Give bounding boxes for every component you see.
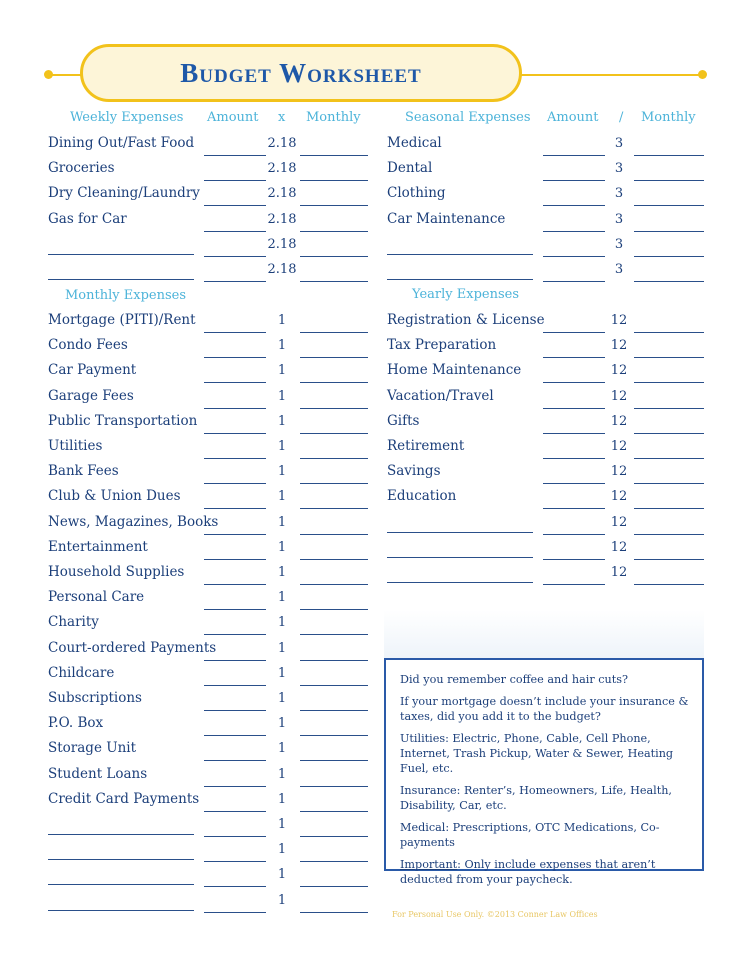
multiplier: 12	[610, 439, 628, 454]
weekly-header: Weekly Expenses	[70, 110, 184, 125]
monthly-field[interactable]	[300, 735, 368, 736]
amount-field[interactable]	[543, 458, 605, 459]
monthly-field[interactable]	[634, 433, 704, 434]
multiplier: 2.18	[267, 236, 297, 252]
blank-label-line[interactable]	[48, 859, 194, 860]
monthly-field[interactable]	[300, 886, 368, 887]
seasonal-amount-header: Amount	[547, 110, 599, 125]
monthly-field[interactable]	[300, 912, 368, 913]
multiplier: 1	[277, 363, 287, 379]
monthly-field[interactable]	[300, 231, 368, 232]
monthly-field[interactable]	[300, 458, 368, 459]
amount-field[interactable]	[543, 281, 605, 282]
multiplier: 12	[610, 464, 628, 480]
seasonal-header: Seasonal Expenses	[405, 110, 531, 125]
footer-copyright: For Personal Use Only. ©2013 Conner Law Offices	[392, 910, 598, 919]
monthly-field[interactable]	[300, 559, 368, 560]
monthly-field[interactable]	[300, 861, 368, 862]
expense-label: Condo Fees	[48, 337, 128, 354]
expense-label: Student Loans	[48, 765, 148, 782]
expense-label: Gifts	[387, 412, 420, 429]
amount-field[interactable]	[543, 584, 605, 585]
amount-field[interactable]	[204, 281, 266, 282]
amount-field[interactable]	[543, 357, 605, 358]
monthly-field[interactable]	[634, 205, 704, 206]
multiplier: 2.18	[267, 136, 297, 151]
expense-label: News, Magazines, Books	[48, 513, 219, 530]
monthly-field[interactable]	[300, 433, 368, 434]
weekly-operator: x	[278, 110, 286, 125]
amount-field[interactable]	[543, 408, 605, 409]
monthly-field[interactable]	[634, 281, 704, 282]
yearly-header: Yearly Expenses	[412, 287, 519, 302]
expense-label: P.O. Box	[48, 715, 104, 732]
note-important	[400, 857, 690, 887]
monthly-field[interactable]	[300, 685, 368, 686]
title-rule-left	[50, 74, 82, 76]
amount-field[interactable]	[204, 760, 266, 761]
multiplier: 3	[614, 136, 624, 151]
monthly-field[interactable]	[300, 483, 368, 484]
monthly-field[interactable]	[300, 534, 368, 535]
amount-field[interactable]	[543, 231, 605, 232]
amount-field[interactable]	[204, 559, 266, 560]
multiplier: 1	[277, 716, 287, 732]
multiplier: 2.18	[267, 262, 297, 277]
multiplier: 12	[610, 313, 628, 328]
multiplier: 12	[610, 413, 628, 429]
blank-label-line[interactable]	[387, 557, 533, 558]
expense-label: Gas for Car	[48, 210, 127, 227]
multiplier: 12	[610, 363, 628, 379]
expense-label: Utilities	[48, 438, 103, 454]
multiplier: 1	[277, 539, 287, 555]
monthly-field[interactable]	[634, 180, 704, 181]
amount-field[interactable]	[543, 534, 605, 535]
monthly-field[interactable]	[300, 811, 368, 812]
expense-label: Medical	[387, 135, 442, 151]
multiplier: 1	[277, 565, 287, 580]
amount-field[interactable]	[543, 382, 605, 383]
amount-field[interactable]	[204, 508, 266, 509]
amount-field[interactable]	[204, 786, 266, 787]
amount-field[interactable]	[204, 205, 266, 206]
amount-field[interactable]	[204, 256, 266, 257]
monthly-field[interactable]	[634, 155, 704, 156]
expense-label: Retirement	[387, 438, 465, 454]
multiplier: 3	[614, 262, 624, 277]
amount-field[interactable]	[204, 155, 266, 156]
blank-label-line[interactable]	[48, 254, 194, 255]
expense-label: Savings	[387, 463, 441, 480]
expense-label: Tax Preparation	[387, 337, 497, 354]
title-banner	[80, 44, 522, 102]
blank-label-line[interactable]	[387, 254, 533, 255]
weekly-amount-header: Amount	[207, 110, 259, 125]
note-mortgage: If your mortgage doesn’t include your insurance & taxes, did you add it to the budget?	[400, 695, 689, 723]
expense-label: Vacation/Travel	[387, 387, 494, 404]
monthly-field[interactable]	[634, 231, 704, 232]
expense-label: Entertainment	[48, 538, 148, 555]
multiplier: 1	[277, 665, 287, 681]
amount-field[interactable]	[204, 660, 266, 661]
monthly-field[interactable]	[300, 710, 368, 711]
amount-field[interactable]	[204, 534, 266, 535]
expense-label: Charity	[48, 614, 99, 631]
multiplier: 12	[610, 338, 628, 354]
multiplier: 1	[277, 489, 287, 505]
expense-label: Court-ordered Payments	[48, 639, 217, 656]
multiplier: 12	[610, 565, 628, 580]
important-label: Important	[400, 858, 458, 871]
monthly-field[interactable]	[634, 357, 704, 358]
amount-field[interactable]	[204, 357, 266, 358]
monthly-field[interactable]	[300, 281, 368, 282]
multiplier: 1	[277, 741, 287, 757]
amount-field[interactable]	[204, 836, 266, 837]
monthly-field[interactable]	[300, 205, 368, 206]
multiplier: 1	[277, 691, 287, 706]
multiplier: 1	[277, 413, 287, 429]
amount-field[interactable]	[204, 408, 266, 409]
blank-label-line[interactable]	[48, 279, 194, 280]
amount-field[interactable]	[204, 634, 266, 635]
amount-field[interactable]	[543, 256, 605, 257]
seasonal-monthly-header: Monthly	[641, 110, 696, 125]
amount-field[interactable]	[204, 433, 266, 434]
expense-label: Club & Union Dues	[48, 488, 181, 505]
monthly-field[interactable]	[300, 786, 368, 787]
seasonal-operator: /	[619, 110, 624, 125]
expense-label: Personal Care	[48, 589, 145, 606]
amount-field[interactable]	[543, 508, 605, 509]
monthly-field[interactable]	[634, 458, 704, 459]
expense-label: Car Maintenance	[387, 210, 506, 227]
multiplier: 2.18	[267, 211, 297, 227]
monthly-field[interactable]	[634, 256, 704, 257]
monthly-field[interactable]	[634, 534, 704, 535]
amount-field[interactable]	[204, 332, 266, 333]
multiplier: 12	[610, 489, 628, 505]
monthly-field[interactable]	[634, 483, 704, 484]
expense-label: Dining Out/Fast Food	[48, 135, 195, 151]
amount-field[interactable]	[204, 609, 266, 610]
monthly-field[interactable]	[300, 256, 368, 257]
amount-field[interactable]	[204, 458, 266, 459]
multiplier: 1	[277, 640, 287, 656]
monthly-field[interactable]	[300, 357, 368, 358]
blank-label-line[interactable]	[48, 910, 194, 911]
monthly-field[interactable]	[634, 332, 704, 333]
monthly-field[interactable]	[300, 634, 368, 635]
note-medical: Medical: Prescriptions, OTC Medications, Co-payments	[400, 821, 660, 849]
amount-field[interactable]	[204, 231, 266, 232]
expense-label: Childcare	[48, 664, 115, 681]
weekly-monthly-header: Monthly	[306, 110, 361, 125]
expense-label: Dental	[387, 160, 433, 177]
blank-label-line[interactable]	[48, 834, 194, 835]
amount-field[interactable]	[204, 483, 266, 484]
multiplier: 2.18	[267, 161, 297, 177]
monthly-field[interactable]	[300, 382, 368, 383]
amount-field[interactable]	[543, 559, 605, 560]
expense-label: Garage Fees	[48, 387, 134, 404]
expense-label: Storage Unit	[48, 740, 137, 757]
monthly-field[interactable]	[634, 382, 704, 383]
amount-field[interactable]	[204, 912, 266, 913]
multiplier: 12	[610, 388, 628, 404]
monthly-field[interactable]	[300, 609, 368, 610]
amount-field[interactable]	[204, 685, 266, 686]
note-insurance: Insurance: Renter’s, Homeowners, Life, Health, Disability, Car, etc.	[400, 784, 672, 812]
monthly-field[interactable]	[634, 559, 704, 560]
multiplier: 1	[277, 842, 287, 858]
multiplier: 1	[277, 817, 287, 832]
blank-label-line[interactable]	[387, 279, 533, 280]
blank-label-line[interactable]	[48, 884, 194, 885]
multiplier: 1	[277, 313, 287, 328]
amount-field[interactable]	[543, 180, 605, 181]
monthly-field[interactable]	[300, 408, 368, 409]
expense-label: Car Payment	[48, 362, 137, 379]
multiplier: 1	[277, 766, 287, 782]
multiplier: 1	[277, 590, 287, 606]
multiplier: 1	[277, 514, 287, 530]
multiplier: 1	[277, 892, 287, 908]
note-utilities: Utilities: Electric, Phone, Cable, Cell Phone, Internet, Trash Pickup, Water & Sewer, Heating Fuel, etc.	[400, 732, 674, 775]
multiplier: 1	[277, 791, 287, 807]
monthly-field[interactable]	[634, 408, 704, 409]
multiplier: 1	[277, 464, 287, 480]
expense-label: Home Maintenance	[387, 362, 522, 379]
monthly-field[interactable]	[634, 584, 704, 585]
important-text: : Only include expenses that aren’t deducted from your paycheck.	[400, 858, 656, 886]
expense-label: Mortgage (PITI)/Rent	[48, 312, 196, 328]
amount-field[interactable]	[543, 483, 605, 484]
amount-field[interactable]	[204, 382, 266, 383]
monthly-field[interactable]	[300, 332, 368, 333]
monthly-field[interactable]	[300, 836, 368, 837]
notes-shadow	[384, 610, 704, 658]
amount-field[interactable]	[204, 710, 266, 711]
amount-field[interactable]	[543, 205, 605, 206]
amount-field[interactable]	[204, 584, 266, 585]
page-title: Budget Worksheet	[180, 57, 422, 88]
title-rule-right	[520, 74, 702, 76]
blank-label-line[interactable]	[387, 582, 533, 583]
multiplier: 1	[277, 388, 287, 404]
multiplier: 12	[610, 514, 628, 530]
monthly-field[interactable]	[300, 508, 368, 509]
multiplier: 3	[614, 186, 624, 202]
multiplier: 12	[610, 539, 628, 555]
expense-label: Registration & License	[387, 312, 545, 328]
expense-label: Bank Fees	[48, 463, 119, 480]
amount-field[interactable]	[543, 155, 605, 156]
note-coffee: Did you remember coffee and hair cuts?	[400, 673, 628, 686]
multiplier: 1	[277, 338, 287, 354]
monthly-field[interactable]	[300, 584, 368, 585]
monthly-field[interactable]	[300, 760, 368, 761]
multiplier: 3	[614, 161, 624, 177]
multiplier: 1	[277, 439, 287, 454]
multiplier: 2.18	[267, 186, 297, 202]
expense-label: Public Transportation	[48, 412, 198, 429]
expense-label: Education	[387, 488, 457, 505]
expense-label: Groceries	[48, 160, 115, 177]
amount-field[interactable]	[543, 332, 605, 333]
notes-box	[384, 658, 704, 886]
expense-label: Subscriptions	[48, 690, 142, 706]
amount-field[interactable]	[543, 433, 605, 434]
amount-field[interactable]	[204, 735, 266, 736]
monthly-field[interactable]	[300, 660, 368, 661]
expense-label: Clothing	[387, 185, 446, 202]
multiplier: 3	[614, 236, 624, 252]
amount-field[interactable]	[204, 180, 266, 181]
title-dot-right	[698, 70, 707, 79]
monthly-header: Monthly Expenses	[65, 288, 186, 303]
expense-label: Household Supplies	[48, 564, 185, 580]
amount-field[interactable]	[204, 811, 266, 812]
amount-field[interactable]	[204, 861, 266, 862]
multiplier: 1	[277, 867, 287, 883]
blank-label-line[interactable]	[387, 532, 533, 533]
monthly-field[interactable]	[300, 180, 368, 181]
monthly-field[interactable]	[634, 508, 704, 509]
multiplier: 1	[277, 615, 287, 631]
multiplier: 3	[614, 211, 624, 227]
expense-label: Dry Cleaning/Laundry	[48, 185, 200, 202]
amount-field[interactable]	[204, 886, 266, 887]
expense-label: Credit Card Payments	[48, 790, 200, 807]
monthly-field[interactable]	[300, 155, 368, 156]
